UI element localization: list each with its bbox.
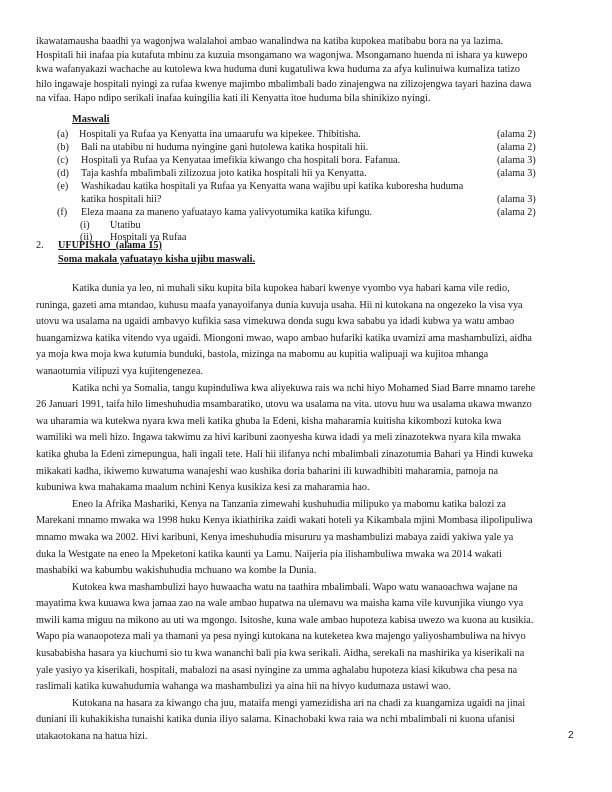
section-title: UFUPISHO (alama 15) bbox=[58, 240, 162, 251]
question-marks: (alama 3) bbox=[497, 155, 536, 166]
text-line: raslimali katika kuwahudumia wahanga wa mashambulizi ya aina hii na hivyo kudumaza ustawi wao. bbox=[36, 681, 451, 693]
text-line: kwa wafanyakazi wachache au kutolewa kwa huduma duni kugatuliwa kwa huduma za afya kulinuiwa kumaliza tatizo bbox=[36, 64, 521, 76]
question-text: Washikadau katika hospitali ya Rufaa ya Kenyatta wana wajibu upi katika kuboresha huduma bbox=[81, 181, 464, 192]
passage bbox=[36, 281, 576, 746]
text-line: utovu wa usalama na ugaidi ambavyo kufikia sasa vimekuwa donda sugu kwa sababu ya idadi kubwa ya watu ambao bbox=[36, 316, 515, 328]
question-marks: (alama 3) bbox=[497, 168, 536, 179]
question-text: Hospitali ya Rufaa ya Kenyatta ina umaarufu wa kipekee. Thibitisha. bbox=[79, 129, 361, 140]
text-line: wa uharamia wa kutekwa nyara kwa meli katika ghuba la Edeni, kisha maharamia kuitisha kikombozi kutoka kwa bbox=[36, 415, 502, 427]
text-line: na vifaa. Hapo ndipo serikali inafaa kuingilia kati ili Kenyatta itoe huduma bila shinikizo nyingi. bbox=[36, 92, 431, 104]
text-line: Wapo pia wanaopoteza mali ya thamani ya pesa nyingi kutokana na kuteketea kwa majengo yaliyoshambuliwa na hivyo bbox=[36, 631, 526, 643]
text-line: Kutokana na hasara za kiwango cha juu, mataifa mengi yamezidisha ari na chadi za kuangamiza ugaidi na jinai bbox=[72, 697, 526, 709]
text-line: mashabiki wa kabumbu wakishuhudia mchuano wa kombe la Dunia. bbox=[36, 565, 317, 577]
text-line: wamiliki wa meli hizo. Ingawa takwimu za hivi karibuni zaonyesha kuwa idadi ya meli zinazotekwa nyara kila mwaka bbox=[36, 432, 521, 444]
subquestion-text: Hospitali ya Rufaa bbox=[110, 232, 187, 243]
section-number: 2. bbox=[36, 240, 44, 251]
text-line: mwili kama miguu na mikono au uti wa mgongo. Isitoshe, kuna wale ambao hupoteza kabisa uwezo wa kuona au kusikia. bbox=[36, 614, 534, 626]
text-line: runinga, gazeti ama mtandao, kuhusu maafa yanayoifanya dunia kuvuja usaha. Hii ni kutokana na ongezeko la visa vya bbox=[36, 299, 523, 311]
question-label: (b) bbox=[57, 142, 69, 153]
question-label: (f) bbox=[57, 207, 68, 218]
intro-paragraph bbox=[36, 35, 576, 106]
subquestion-label: (i) bbox=[80, 220, 90, 231]
question-text: Bali na utabibu ni huduma nyingine gani hutolewa katika hospitali hii. bbox=[81, 142, 369, 153]
question-label: (d) bbox=[57, 168, 69, 179]
question-marks: (alama 2) bbox=[497, 129, 536, 140]
text-line: yale yasiyo ya kiserikali, hospitali, mabalozi na asasi nyingine za umma aghalabu hupoteza kiasi kikubwa cha pesa na bbox=[36, 664, 518, 676]
text-line: duniani ili kuhakikisha tunaishi katika dunia iliyo salama. Kinachobaki kwa raia wa nchi mbalimbali ni kuona ufanisi bbox=[36, 714, 515, 726]
question-label: (a) bbox=[57, 129, 69, 140]
text-line: ikawatamausha baadhi ya wagonjwa walalahoi ambao wanalindwa na katiba kupokea matibabu bora na ya lazima. bbox=[36, 36, 504, 47]
text-line: katika ghuba la Edeni zimepungua, hali ingali tete. Hali hii ilifanya nchi mbalimbali zinazotumia Bahari ya Hindi kuweka bbox=[36, 448, 534, 460]
section-instruction: Soma makala yafuatayo kisha ujibu maswali. bbox=[58, 254, 255, 265]
question-text: katika hospitali hii? bbox=[81, 194, 162, 205]
text-line: huangamizwa katika vitendo vya ugaidi. Miongoni mwao, wapo ambao hufariki katika uvamizi ama mashambulizi, aidha bbox=[36, 332, 532, 344]
question-label: (c) bbox=[57, 155, 69, 166]
text-line: mayatima kwa kuuawa kwa jamaa zao na wale ambao hupatwa na ulemavu wa maisha kama vile kuvunjika viungo vya bbox=[36, 598, 524, 610]
text-line: mikakati kadha, ikiwemo kuwatuma wanajeshi wao kushika doria baharini ili kuwadhibiti maharamia, pamoja na bbox=[36, 465, 498, 477]
text-line: utakaotokana na hatua hizi. bbox=[36, 731, 148, 743]
text-line: kusababisha hasara ya kiuchumi sio tu kwa wananchi bali pia kwa serikali. Aidha, serekali na mashirika ya kiserikali na bbox=[36, 648, 525, 660]
text-line: ya moja kwa moja kwa kutumia bunduki, bastola, mizinga na mabomu au kupitia walipuaji wa kujitoa mhanga bbox=[36, 349, 489, 361]
text-line: Kutokea kwa mashambulizi hayo huwaacha watu na taathira mbalimbali. Wapo watu wanaoachwa wajane na bbox=[72, 581, 518, 593]
subquestion-label: (ii) bbox=[80, 232, 93, 243]
question-label: (e) bbox=[57, 181, 69, 192]
text-line: Marekani mnamo mwaka wa 1998 huku Kenya ikiathirika zaidi wakati hoteli ya Kikambala mjini Mombasa ilipolipuliwa bbox=[36, 515, 533, 527]
question-text: Hospitali ya Rufaa ya Kenyataa imefikia kiwango cha hospitali bora. Fafanua. bbox=[81, 155, 401, 166]
question-text: Eleza maana za maneno yafuatayo kama yalivyotumika katika kifungu. bbox=[81, 207, 373, 218]
text-line: Hospitali hii inafaa pia kutafuta mbinu za kuzuia msongamano wa wagonjwa. Msongamano huenda ni ishara ya kuwepo bbox=[36, 50, 528, 62]
questions-heading: Maswali bbox=[72, 114, 110, 125]
question-text: Taja kashfa mbalimbali zilizozua joto katika hospitali hii ya Kenyatta. bbox=[81, 168, 367, 179]
text-line: kubuniwa kwa mahakama maalum nchini Kenya kusikiza kesi za maharamia hao. bbox=[36, 482, 370, 494]
text-line: hilo ingawaje hospitali nyingi za rufaa kwenye majimbo mbalimbali bado zinajengwa na zilizojengwa tayari hazina dawa bbox=[36, 78, 532, 90]
text-line: duka la Westgate na eneo la Mpeketoni katika kaunti ya Lamu. Naijeria pia ilishambuliwa mwaka wa 2014 wakati bbox=[36, 548, 502, 560]
text-line: Eneo la Afrika Mashariki, Kenya na Tanzania zimewahi kushuhudia milipuko ya mabomu katika balozi za bbox=[72, 498, 506, 510]
text-line: Katika dunia ya leo, ni muhali siku kupita bila kupokea habari kwenye vyombo vya habari kama vile redio, bbox=[72, 283, 510, 294]
page-number: 2 bbox=[568, 730, 574, 741]
question-marks: (alama 3) bbox=[497, 194, 536, 205]
subquestion-text: Utatibu bbox=[110, 220, 141, 231]
question-marks: (alama 2) bbox=[497, 207, 536, 218]
question-marks: (alama 2) bbox=[497, 142, 536, 153]
text-line: Katika nchi ya Somalia, tangu kupinduliwa kwa aliyekuwa rais wa nchi hiyo Mohamed Siad Barre mnamo tarehe bbox=[72, 382, 536, 394]
text-line: 26 Januari 1991, taifa hilo limeshuhudia msambaratiko, utovu wa usalama na vita. utovu huu wa usalama ukawa mwanzo bbox=[36, 399, 532, 411]
text-line: mnamo mwaka wa 2002. Hivi karibuni, Kenya imeshuhudia misururu ya mashambulizi mabaya zaidi yakiwa yale ya bbox=[36, 531, 514, 543]
text-line: wanaotumia vilipuzi vya kujitengenezea. bbox=[36, 365, 203, 377]
